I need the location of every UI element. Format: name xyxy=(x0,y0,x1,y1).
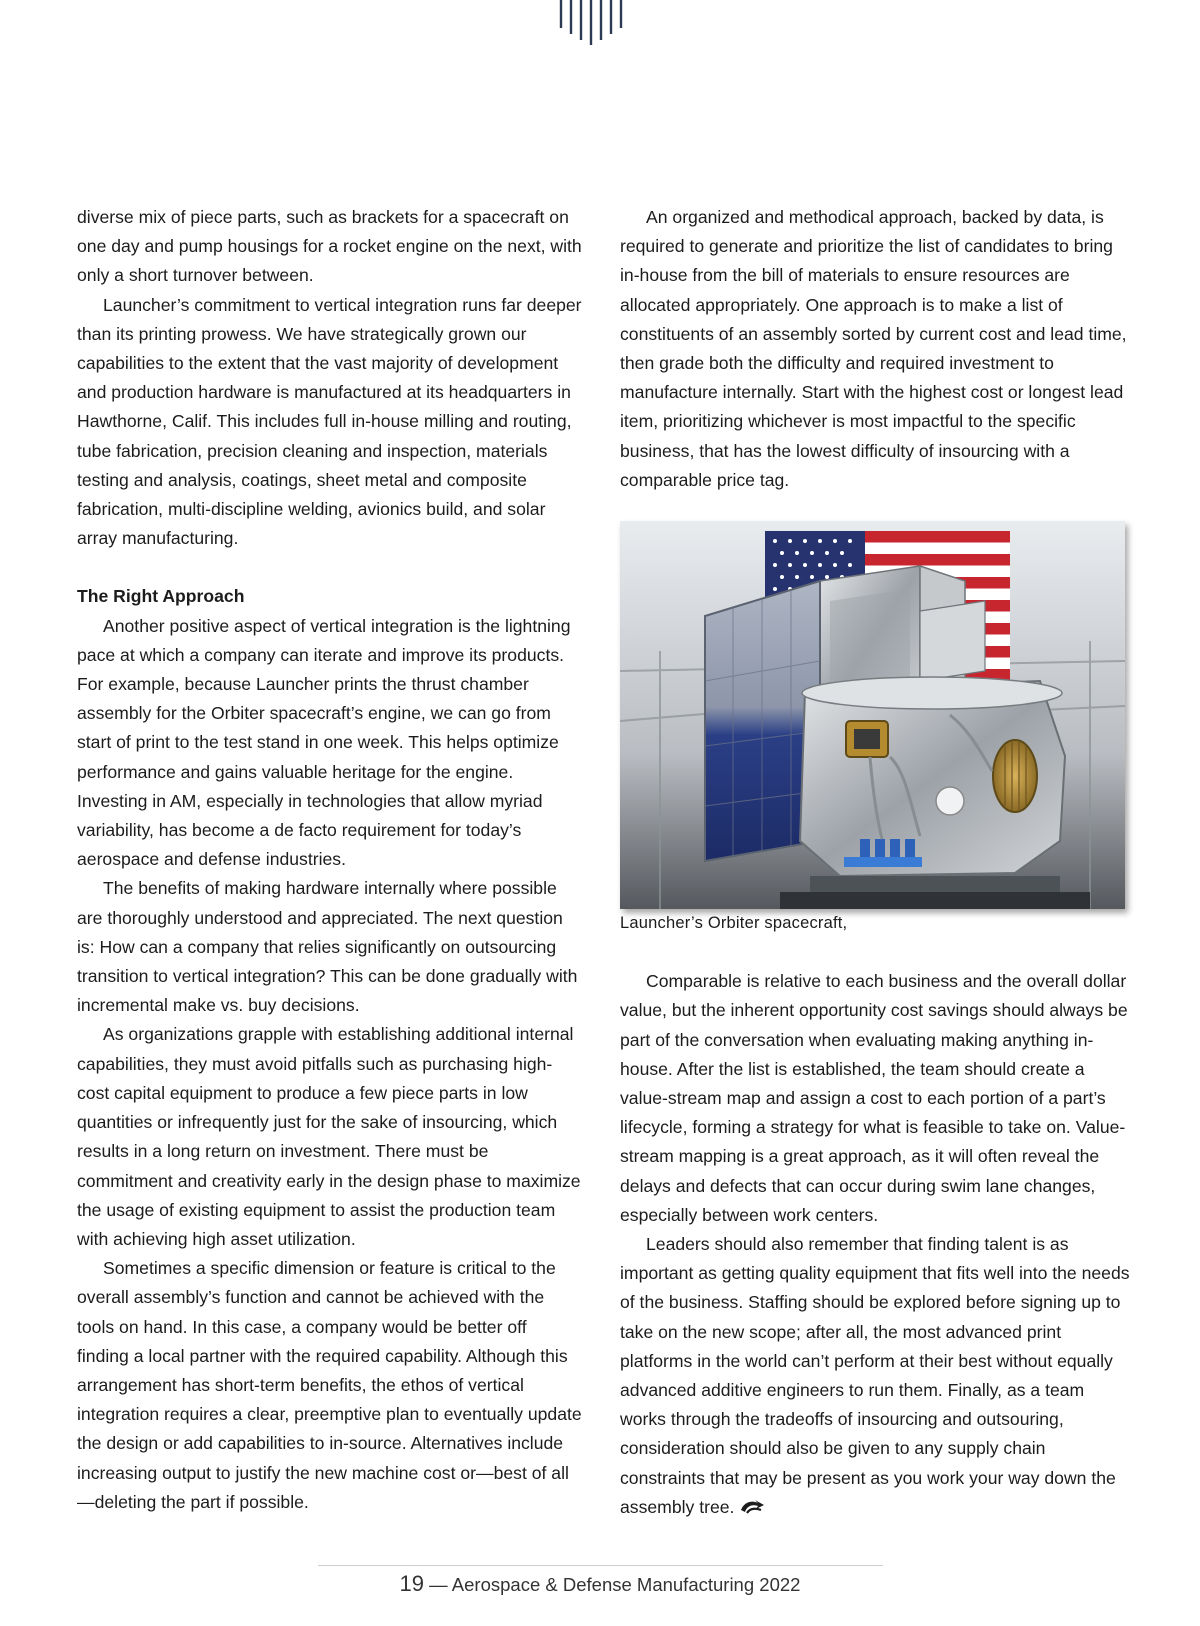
photo-caption: Launcher’s Orbiter spacecraft, xyxy=(620,914,848,933)
paragraph: Comparable is relative to each business and the overall dollar value, but the inherent opportunity cost savings should always be part of the conversation when evaluating making anything in-house. After the list is established, the team should create a value-stream map and assign a cost to each portion of a part’s lifecycle, forming a strategy for what is feasible to take on. Value-stream mapping is a great approach, as it will often reveal the delays and defects that can occur during swim lane changes, especially between work centers. xyxy=(620,971,1128,1225)
paragraph: Another positive aspect of vertical integration is the lightning pace at which a company can iterate and improve its products. For example, because Launcher prints the thrust chamber assembly for the Orbiter spacecraft’s engine, we can go from start of print to the test stand in one week. This helps optimize performance and gains valuable heritage for the engine. Investing in AM, especially in technologies that allow myriad variability, has become a de facto requirement for today’s aerospace and defense industries. xyxy=(77,615,571,870)
paragraph: As organizations grapple with establishing additional internal capabilities, they must avoid pitfalls such as purchasing high-cost capital equipment to produce a few piece parts in low quantities or infrequently just for the sake of insourcing, which results in a long return on investment. There must be commitment and creativity early in the design phase to maximize the usage of existing equipment to assist the production team with achieving high asset utilization. xyxy=(77,1024,581,1249)
paragraph xyxy=(620,1230,1132,1522)
footer-divider xyxy=(318,1565,883,1566)
page-footer xyxy=(0,1571,1200,1597)
section-heading: The Right Approach xyxy=(77,586,245,607)
footer-separator: — xyxy=(429,1574,448,1595)
paragraph: diverse mix of piece parts, such as brackets for a spacecraft on one day and pump housings for a rocket engine on the next, with only a short turnover between. xyxy=(77,207,582,286)
end-of-article-icon xyxy=(738,1499,766,1515)
left-column xyxy=(77,203,582,1517)
right-column xyxy=(620,203,1132,1522)
spacecraft-photo xyxy=(620,521,1125,909)
paragraph: An organized and methodical approach, backed by data, is required to generate and prioritize the list of candidates to bring in-house from the bill of materials to ensure resources are allocated appropriately. One approach is to make a list of constituents of an assembly sorted by current cost and lead time, then grade both the difficulty and required investment to manufacture internally. Start with the highest cost or longest lead item, prioritizing whichever is most impactful to the specific business, that has the lowest difficulty of insourcing with a comparable price tag. xyxy=(620,207,1127,490)
paragraph: Sometimes a specific dimension or feature is critical to the overall assembly’s function and cannot be achieved with the tools on hand. In this case, a company would be better off finding a local partner with the required capability. Although this arrangement has short-term benefits, the ethos of vertical integration requires a clear, preemptive plan to eventually update the design or add capabilities to in-source. Alternatives include increasing output to justify the new machine cost or—best of all—deleting the part if possible. xyxy=(77,1258,582,1512)
paragraph: The benefits of making hardware internally where possible are thoroughly understood and appreciated. The next question is: How can a company that relies significantly on outsourcing transition to vertical integration? This can be done gradually with incremental make vs. buy decisions. xyxy=(77,878,578,1016)
vertical-lines-mark-icon xyxy=(556,0,646,50)
page-number: 19 xyxy=(399,1571,425,1596)
publication-title: Aerospace & Defense Manufacturing 2022 xyxy=(451,1574,801,1595)
paragraph-text: Leaders should also remember that finding talent is as important as getting quality equipment that fits well into the needs of the business. Staffing should be explored before signing up to take on the new scope; after all, the most advanced print platforms in the world can’t perform at their best without equally advanced additive engineers to run them. Finally, as a team works through the tradeoffs of insourcing and outsouring, consideration should also be given to any supply chain constraints that may be present as you work your way down the assembly tree. xyxy=(620,1234,1130,1517)
paragraph: Launcher’s commitment to vertical integration runs far deeper than its printing prowess. We have strategically grown our capabilities to the extent that the vast majority of development and production hardware is manufactured at its headquarters in Hawthorne, Calif. This includes full in-house milling and routing, tube fabrication, precision cleaning and inspection, materials testing and analysis, coatings, sheet metal and composite fabrication, multi-discipline welding, avionics build, and solar array manufacturing. xyxy=(77,294,582,549)
